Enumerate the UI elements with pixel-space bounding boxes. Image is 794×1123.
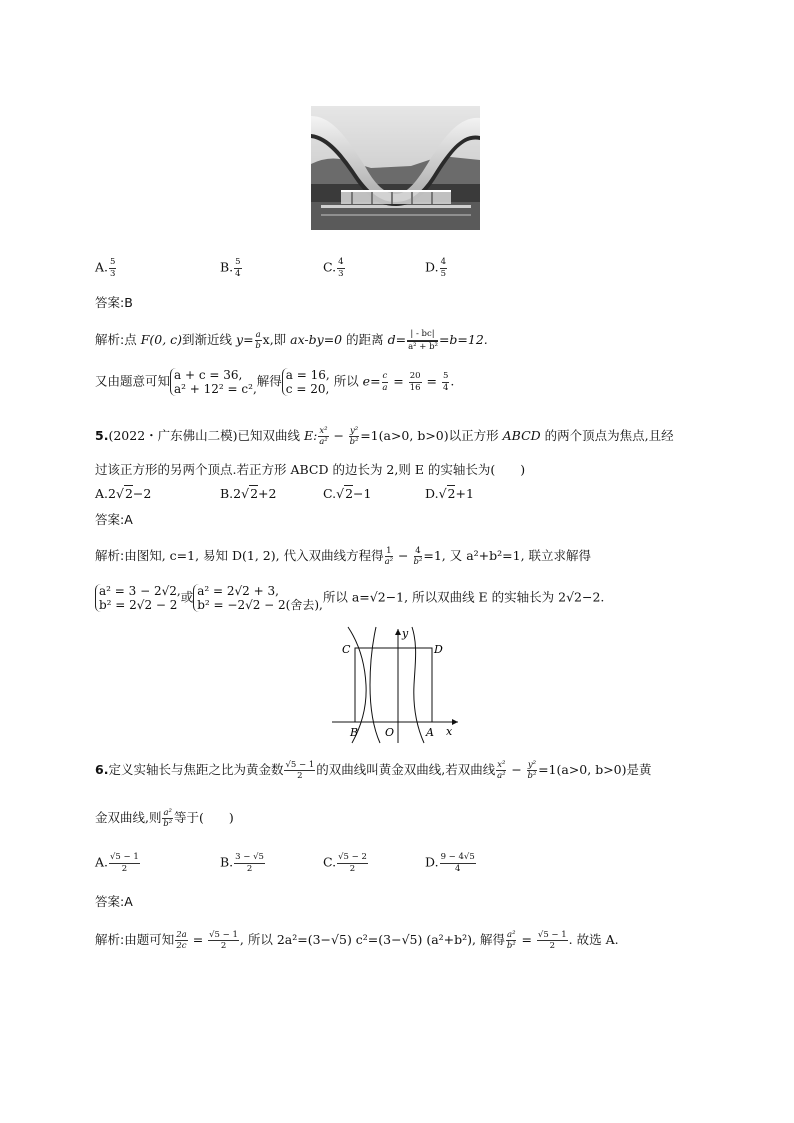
q6-option-b[interactable]: B. $\frac{3 - √5}{2}$ <box>220 852 264 874</box>
q6-option-d[interactable]: D. $\frac{9 - 4√5}{4}$ <box>425 852 475 874</box>
option-fraction: $\frac{4}{5}$ <box>440 257 446 279</box>
option-fraction: $\frac{5}{4}$ <box>235 257 241 279</box>
option-fraction: $\frac{5}{3}$ <box>110 257 116 279</box>
label-d: D <box>434 643 443 656</box>
label-y: y <box>402 627 409 640</box>
q5-option-c[interactable]: C.√2−1 <box>323 486 372 501</box>
q4-answer: 答案:B <box>95 295 133 310</box>
option-letter: C. <box>323 259 337 275</box>
equation-system: a² = 3 − 2√2, b² = 2√2 − 2 <box>95 584 181 612</box>
q6-stem-line2: 金双曲线,则 $\frac{\text{a²}}{\text{b²}}$ 等于( ) <box>95 807 234 829</box>
equation-system: a + c = 36, a² + 12² = c², <box>170 368 257 396</box>
q6-stem-line1: 6.定义实轴长与焦距之比为黄金数 $\frac{√5 - 1}{2}$ 的双曲线叫黄金双曲线,若双曲线 $\frac{\text{x²}}{\text{a²}}$ − $\frac{\text{y²}}{\text{b²}}$ =1(a>0, b>0)是黄 <box>95 759 652 781</box>
q6-option-a[interactable]: A. $\frac{√5 - 1}{2}$ <box>95 852 139 874</box>
q4-option-a[interactable] <box>95 258 117 278</box>
label-c: C <box>342 643 351 656</box>
q5-answer: 答案:A <box>95 512 133 527</box>
label-x: x <box>446 725 453 738</box>
hyperbola-left-inner <box>370 627 380 743</box>
q5-option-d[interactable]: D.√2+1 <box>425 486 474 501</box>
option-letter: A. <box>95 259 109 275</box>
q4-analysis-line2: 又由题意可知 a + c = 36, a² + 12² = c², 解得 a = 16, c = 20, 所以 e= $\frac{c}{a}$ = $\frac{20}{16}$ = $\frac{5}{4}$ . <box>95 368 455 396</box>
q5-stem-line1: 5.(2022・广东佛山二模)已知双曲线 E: $\frac{\text{x²}}{\text{a²}}$ − $\frac{\text{y²}}{\text{b²}}$ =1(a>0, b>0)以正方形 ABCD 的两个顶点为焦点,且经 <box>95 425 674 447</box>
hyperbola-right-branch <box>412 627 424 743</box>
label-b: B <box>350 726 359 739</box>
q6-answer: 答案:A <box>95 894 133 909</box>
q4-analysis-line1: 解析:点 F(0, c)到渐近线 y= $\frac{a}{b}$ x,即 ax-by=0 的距离 d= $\frac{| - bc|}{\text{a² + b²}}$ =b=12. <box>95 329 488 352</box>
y-axis-arrow <box>395 629 401 635</box>
equation-system: a² = 2√2 + 3, b² = −2√2 − 2(舍去), <box>193 584 323 612</box>
q4-option-d[interactable] <box>425 258 448 278</box>
option-letter: D. <box>425 259 439 275</box>
q4-option-c[interactable] <box>323 258 346 278</box>
option-fraction: $\frac{4}{3}$ <box>338 257 344 279</box>
x-axis-arrow <box>452 719 458 725</box>
equation-system: a = 16, c = 20, <box>282 368 330 396</box>
q5-option-a[interactable]: A.2√2−2 <box>95 486 152 501</box>
building-photo <box>311 106 480 230</box>
square-abcd <box>355 648 432 722</box>
option-letter: B. <box>220 259 234 275</box>
q5-analysis-line2: a² = 3 − 2√2, b² = 2√2 − 2 或 a² = 2√2 + 3, b² = −2√2 − 2(舍去), 所以 a=√2−1, 所以双曲线 E 的实轴长为 2√2−2. <box>95 584 604 612</box>
q5-stem-line2: 过该正方形的另两个顶点.若正方形 ABCD 的边长为 2,则 E 的实轴长为( ) <box>95 462 526 477</box>
q6-option-c[interactable]: C. $\frac{√5 - 2}{2}$ <box>323 852 367 874</box>
hyperbola-figure <box>330 625 460 745</box>
q4-option-b[interactable] <box>220 258 243 278</box>
q5-option-b[interactable]: B.2√2+2 <box>220 486 277 501</box>
label-a: A <box>426 726 434 739</box>
label-o: O <box>385 726 395 739</box>
q6-analysis: 解析:由题可知 $\frac{2a}{2c}$ = $\frac{√5 - 1}{2}$ , 所以 2a²=(3−√5) c²=(3−√5) (a²+b²), 解得 $\frac{\text{a²}}{\text{b²}}$ = $\frac{√5 - 1}{2}$ . 故选 A. <box>95 929 619 951</box>
q5-analysis-line1: 解析:由图知, c=1, 易知 D(1, 2), 代入双曲线方程得 $\frac{1}{\text{a²}}$ − $\frac{4}{\text{b²}}$ =1, 又 a²+b²=1, 联立求解得 <box>95 545 592 567</box>
